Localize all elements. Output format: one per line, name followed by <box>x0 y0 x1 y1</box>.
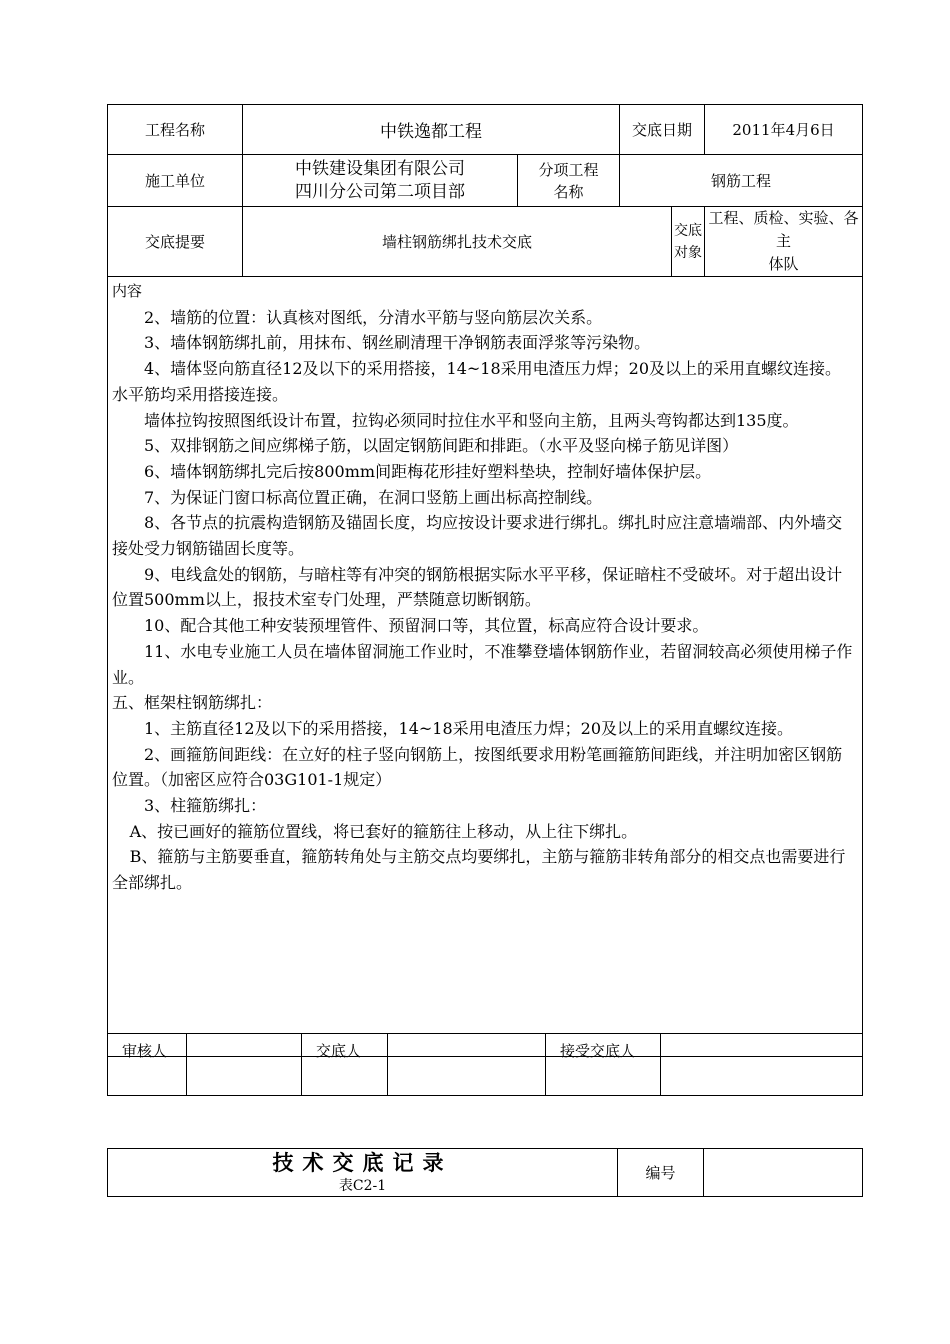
number-label: 编号 <box>618 1149 704 1197</box>
content-paragraph: 7、为保证门窗口标高位置正确，在洞口竖筋上画出标高控制线。 <box>144 487 603 507</box>
disclosure-table <box>107 104 863 1057</box>
signature-table <box>107 1033 863 1096</box>
section-heading: 五、框架柱钢筋绑扎： <box>112 693 273 713</box>
content-paragraph: 2、画箍筋间距线：在立好的柱子竖向钢筋上，按图纸要求用粉笔画箍筋间距线，并注明加密区钢筋位置。（加密区应符合03G101-1规定） <box>112 744 843 790</box>
content-paragraph: 5、双排钢筋之间应绑梯子筋，以固定钢筋间距和排距。（水平及竖向梯子筋见详图） <box>144 436 739 456</box>
target-value <box>705 207 863 277</box>
content-paragraph: 9、电线盒处的钢筋，与暗柱等有冲突的钢筋根据实际水平平移，保证暗柱不受破坏。对于超出设计位置500mm以上，报技术室专门处理，严禁随意切断钢筋。 <box>112 564 843 610</box>
content-paragraph: 1、主筋直径12及以下的采用搭接，14~18采用电渣压力焊；20及以上的采用直螺纹连接。 <box>144 718 794 738</box>
content-paragraph: A、按已画好的箍筋位置线，将已套好的箍筋往上移动，从上往下绑扎。 <box>129 821 638 841</box>
discloser-signature[interactable] <box>388 1034 546 1096</box>
unit-line-1: 中铁建设集团有限公司 <box>295 158 465 179</box>
content-paragraph: 3、柱箍筋绑扎： <box>144 796 267 816</box>
receiver-label: 接受交底人 <box>546 1034 661 1096</box>
reviewer-signature[interactable] <box>187 1034 302 1096</box>
content-paragraph: 4、墙体竖向筋直径12及以下的采用搭接，14~18采用电渣压力焊；20及以上的采用直螺纹连接。水平筋均采用搭接连接。 <box>112 359 842 404</box>
number-value[interactable] <box>704 1149 863 1197</box>
unit-value <box>243 155 518 207</box>
date-value: 2011年4月6日 <box>705 105 863 155</box>
content-paragraph: 墙体拉钩按照图纸设计布置，拉钩必须同时拉住水平和竖向主筋，且两头弯钩都达到135度。 <box>144 410 799 430</box>
content-paragraph: 6、墙体钢筋绑扎完后按800mm间距梅花形挂好塑料垫块，控制好墙体保护层。 <box>144 461 712 481</box>
sub-project-value: 钢筋工程 <box>620 155 863 207</box>
sub-project-label-line-1: 分项工程 <box>538 160 599 179</box>
content-label: 内容 <box>112 282 143 300</box>
content-paragraph: 2、墙筋的位置：认真核对图纸，分清水平筋与竖向筋层次关系。 <box>144 307 603 327</box>
content-paragraph: 8、各节点的抗震构造钢筋及锚固长度，均应按设计要求进行绑扎。绑扎时应注意墙端部、内外墙交接处受力钢筋锚固长度等。 <box>112 513 843 559</box>
target-line-1: 工程、质检、实验、各主 <box>708 209 859 250</box>
receiver-signature[interactable] <box>661 1034 863 1096</box>
sub-project-label <box>518 155 620 207</box>
target-label <box>672 207 705 277</box>
reviewer-label: 审核人 <box>108 1034 187 1096</box>
project-name-label: 工程名称 <box>108 105 243 155</box>
content-body <box>108 277 863 1057</box>
project-name: 中铁逸都工程 <box>243 105 620 155</box>
unit-label: 施工单位 <box>108 155 243 207</box>
sub-project-label-line-2: 名称 <box>553 182 584 201</box>
target-line-2: 体队 <box>768 255 799 273</box>
content-paragraph: 11、水电专业施工人员在墙体留洞施工作业时，不准攀登墙体钢筋作业，若留洞较高必须使用梯子作业。 <box>112 641 853 687</box>
discloser-label: 交底人 <box>302 1034 388 1096</box>
content-paragraph: 3、墙体钢筋绑扎前，用抹布、钢丝刷清理干净钢筋表面浮浆等污染物。 <box>144 333 651 353</box>
summary-value: 墙柱钢筋绑扎技术交底 <box>243 207 672 277</box>
date-label: 交底日期 <box>620 105 705 155</box>
content-paragraph: 10、配合其他工种安装预埋管件、预留洞口等，其位置，标高应符合设计要求。 <box>144 616 709 636</box>
target-label-line-1: 交底 <box>674 222 703 239</box>
content-paragraph: B、箍筋与主筋要垂直，箍筋转角处与主筋交点均要绑扎，主筋与箍筋非转角部分的相交点也需要进行全部绑扎。 <box>112 847 846 893</box>
target-label-line-2: 对象 <box>674 244 703 261</box>
unit-line-2: 四川分公司第二项目部 <box>295 181 465 202</box>
form-code: 表C2-1 <box>338 1178 387 1194</box>
record-title: 技术交底记录 <box>272 1150 453 1175</box>
record-title-cell <box>108 1149 618 1197</box>
record-footer <box>107 1148 863 1197</box>
summary-label: 交底提要 <box>108 207 243 277</box>
